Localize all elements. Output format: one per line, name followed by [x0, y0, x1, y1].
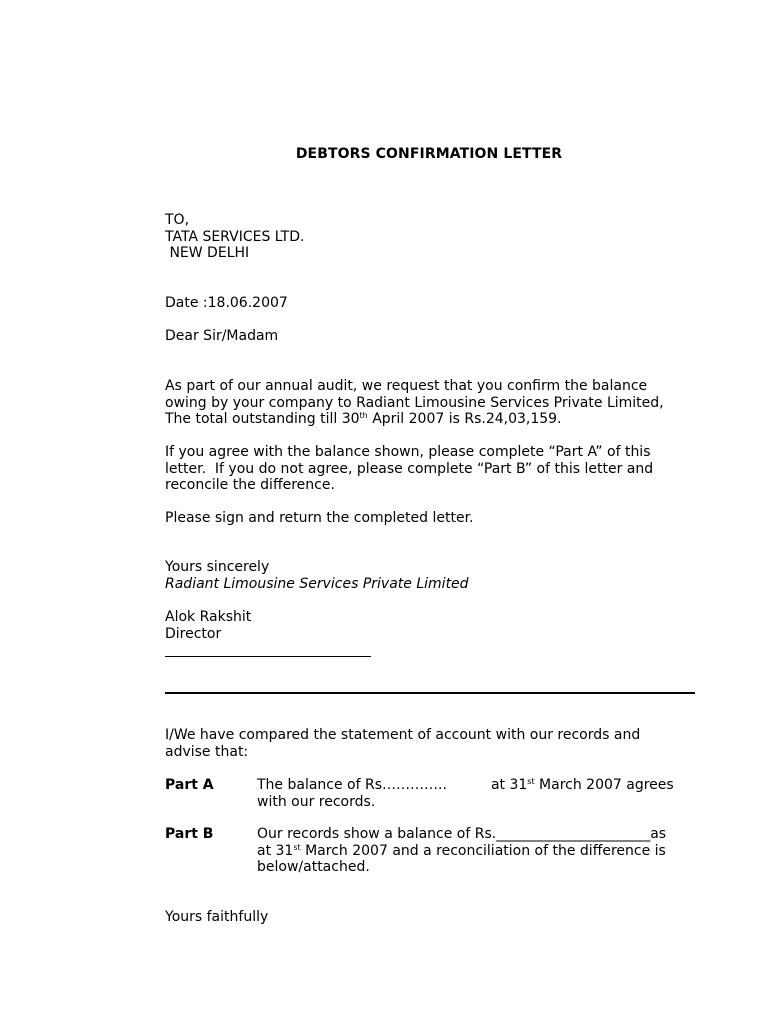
- sign-off-text: Yours faithfully: [165, 909, 269, 925]
- part-a-body: The balance of Rs………….. at 31st March 2007 agrees with our records.: [257, 777, 697, 810]
- part-b-label: Part B: [165, 826, 214, 842]
- closing-block: [165, 559, 705, 592]
- paragraph-line: I/We have compared the statement of account with our records and: [165, 727, 641, 743]
- superscript: st: [527, 777, 535, 786]
- part-b-balance-blank: Our records show a balance of Rs.______________________as: [257, 826, 667, 842]
- sender-company: Radiant Limousine Services Private Limited: [165, 575, 469, 592]
- paragraph-line: reconcile the difference.: [165, 477, 335, 493]
- letter-date: [165, 295, 705, 312]
- paragraph-line: Please sign and return the completed letter.: [165, 510, 474, 526]
- paragraph-line: below/attached.: [257, 859, 370, 875]
- signatory-designation: Director: [165, 625, 222, 642]
- superscript: st: [293, 842, 301, 852]
- salutation: [165, 328, 705, 345]
- signatory-block: [165, 609, 705, 642]
- recipient-address: [165, 212, 705, 262]
- sign-off: [165, 909, 705, 926]
- part-a-balance-blank: The balance of Rs…………..: [257, 777, 447, 793]
- paragraph-line: letter. If you do not agree, please complete “Part B” of this letter and: [165, 460, 654, 477]
- letter-title: DEBTORS CONFIRMATION LETTER: [295, 146, 563, 162]
- closing-text: Yours sincerely: [165, 559, 270, 575]
- paragraph-line: If you agree with the balance shown, please complete “Part A” of this: [165, 444, 651, 460]
- part-a-label: Part A: [165, 777, 214, 793]
- paragraph-line: with our records.: [257, 793, 376, 810]
- paragraph-return: [165, 510, 705, 527]
- signatory-name: Alok Rakshit: [165, 609, 252, 625]
- superscript: th: [359, 411, 368, 420]
- paragraph-instructions: [165, 444, 705, 494]
- response-intro: [165, 727, 705, 760]
- address-to: TO,: [165, 212, 190, 228]
- paragraph-line: owing by your company to Radiant Limousine Services Private Limited,: [165, 394, 664, 411]
- salutation-text: Dear Sir/Madam: [165, 328, 279, 344]
- signature-line: [165, 656, 371, 657]
- address-city: NEW DELHI: [165, 245, 250, 261]
- address-company: TATA SERVICES LTD.: [165, 228, 305, 245]
- date-text: Date :18.06.2007: [165, 295, 288, 311]
- section-divider: [165, 692, 695, 694]
- paragraph-line: advise that:: [165, 743, 249, 760]
- paragraph-request: [165, 378, 705, 428]
- paragraph-line: As part of our annual audit, we request that you confirm the balance: [165, 378, 648, 394]
- part-b-body: Our records show a balance of Rs.______________________as at 31st March 2007 and a reconciliation of the difference is below/attached.: [257, 826, 697, 876]
- paragraph-line: The total outstanding till 30th April 2007 is Rs.24,03,159.: [165, 411, 562, 427]
